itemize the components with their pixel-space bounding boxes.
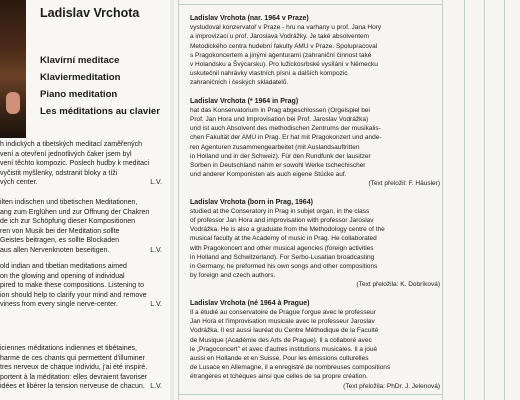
title-german: Klaviermeditation bbox=[40, 72, 121, 83]
artist-photo bbox=[0, 0, 26, 138]
frame-line bbox=[504, 0, 505, 400]
bio-german: Ladislav Vrchota (* 1964 in Prag) hat das Konservatorium in Prag abgeschlossen (Orgelspiel bei Prof. Jan Hora und Improvisation bei Prof. Jaroslav Vodrážka) und ist auch Absolvent des methodischen Zentrums der musikalis- chen Fakultät der AMU in Prag. Er hat mit Pragokonzert und ande- ren Agenturen zusammengearbeitet (mit Auslandsauftritten in Holland und in der Schweiz). Für den Rundfunk der lausitzer Sorben in Deutschland nahm er sowohl Werke tschechischer und anderer Komponisten als auch eigene Stücke auf. (Text přeložil: F. Häusler) bbox=[190, 97, 440, 188]
bio-heading: Ladislav Vrchota (born in Prag, 1964) bbox=[190, 198, 313, 206]
frame-line bbox=[178, 4, 442, 5]
bio-heading: Ladislav Vrchota (nar. 1964 v Praze) bbox=[190, 15, 309, 22]
intro-french: iciennes méditations indiennes et tibétaines, harme de ces chants qui permettent d'illuminer tres nerveux de chaque individu, j'ai été inspiré. portent à la méditation: elles devraient favoriser idées et libérer la tension nerveuse de chacun. L.V. bbox=[0, 345, 162, 391]
biography-column bbox=[190, 14, 440, 400]
frame-line bbox=[178, 0, 179, 400]
intro-german: ilten indischen und tibetischen Meditationen, ang zum Erglühen und zur Öffnung der Chakren de ich zur Schöpfung dieser Kompositionen ren von Musik bei der Meditation sollte Geistes beitragen, es sollte Blockaden aus allen Nervenknoten beseitigen. L.V. bbox=[0, 199, 162, 255]
bio-heading: Ladislav Vrchota (* 1964 in Prag) bbox=[190, 97, 299, 105]
album-titles bbox=[40, 52, 160, 120]
signature: L.V. bbox=[150, 301, 162, 309]
signature: L.V. bbox=[150, 247, 162, 255]
author-name: Ladislav Vrchota bbox=[40, 6, 140, 20]
bio-french: Ladislav Vrchota (né 1964 à Prague) Il a étudié au conservatoire de Prague l'orgue avec le professeur Jan Hora et l'improvisation musicale avec le professeur Jaroslav Vodrážka. Il est aussi lauréat du Centre Méthodique de la Faculté de Musique (Académie des Arts de Prague). Il a collaboré avec le „Pragoconcert" et avec d'autres institutions musicales. Il a joué aussi en Hollande et en Suisse. Pour les émissions culturelles de Lusace en Allemagne, il a enregistré de nombreuses compositions étrangères et tchèques ainsi que celles de sa propre création. (Text přeložila: PhDr. J. Jelenová) bbox=[190, 299, 440, 390]
frame-line bbox=[484, 0, 485, 400]
translator-credit: (Text přeložila: K. Dobríková) bbox=[356, 281, 440, 289]
bio-czech: Ladislav Vrchota (nar. 1964 v Praze) vystudoval konzervatoř v Praze - hru na varhany u prof. Jana Hory a improvizaci u prof. Jaroslava Vodrážky. Je také absolventem Metodického centra hudební fakulty AMU v Praze. Spolupracoval s Pragokoncertem a jinými agenturami (zahraniční činnost také v Holandsku a Švýcarsku). Pro lužickosrbské vysílání v Německu uskutečnil nahrávky vlastních písní a dalších kompozic zahraničních i českých skladatelů. bbox=[190, 14, 440, 88]
intro-english: old indian and tibetian meditations aimed on the glowing and opening of individual pired to make these compositions. Listening to ion should help to clarify your mind and remove viness from every single nerve-center. L.V. bbox=[0, 263, 162, 309]
title-czech: Klavírní meditace bbox=[40, 55, 120, 66]
intro-czech: h indických a tibetských meditací zaměřených vení a otevření jednotlivých čaker jsem byl vení těchto kompozic. Poslech hudby k meditaci vyčistit myšlenky, odstranit bloky a tíži vých center. L.V. bbox=[0, 141, 162, 187]
translator-credit: (Text přeložila: PhDr. J. Jelenová) bbox=[343, 382, 440, 390]
title-english: Piano meditation bbox=[40, 89, 118, 100]
translator-credit: (Text přeložil: F. Häusler) bbox=[368, 180, 440, 188]
bio-heading: Ladislav Vrchota (né 1964 à Prague) bbox=[190, 299, 310, 307]
frame-line bbox=[442, 0, 443, 400]
signature: L.V. bbox=[150, 383, 162, 391]
title-french: Les méditations au clavier bbox=[40, 106, 160, 117]
signature: L.V. bbox=[150, 179, 162, 187]
left-panel bbox=[0, 0, 171, 400]
bio-english: Ladislav Vrchota (born in Prag, 1964) studied at the Conseratory in Prag in subjet organ, in the class of professor Jan Hora and improvisation with professor Jaroslav Vodrážka. He is also a graduate from the Methodology centre of the musical faculty at the Academy of music in Prag. He collaborated with Pragokoncert and other musical agencies (foreign activities in Holland and Schwitzerland). For Serbo-Lusatian broadcasting in Germany, he preformed his own songs and other compositions by foreign and czech authors. (Text přeložila: K. Dobríková) bbox=[190, 198, 440, 289]
frame-line bbox=[464, 0, 465, 400]
